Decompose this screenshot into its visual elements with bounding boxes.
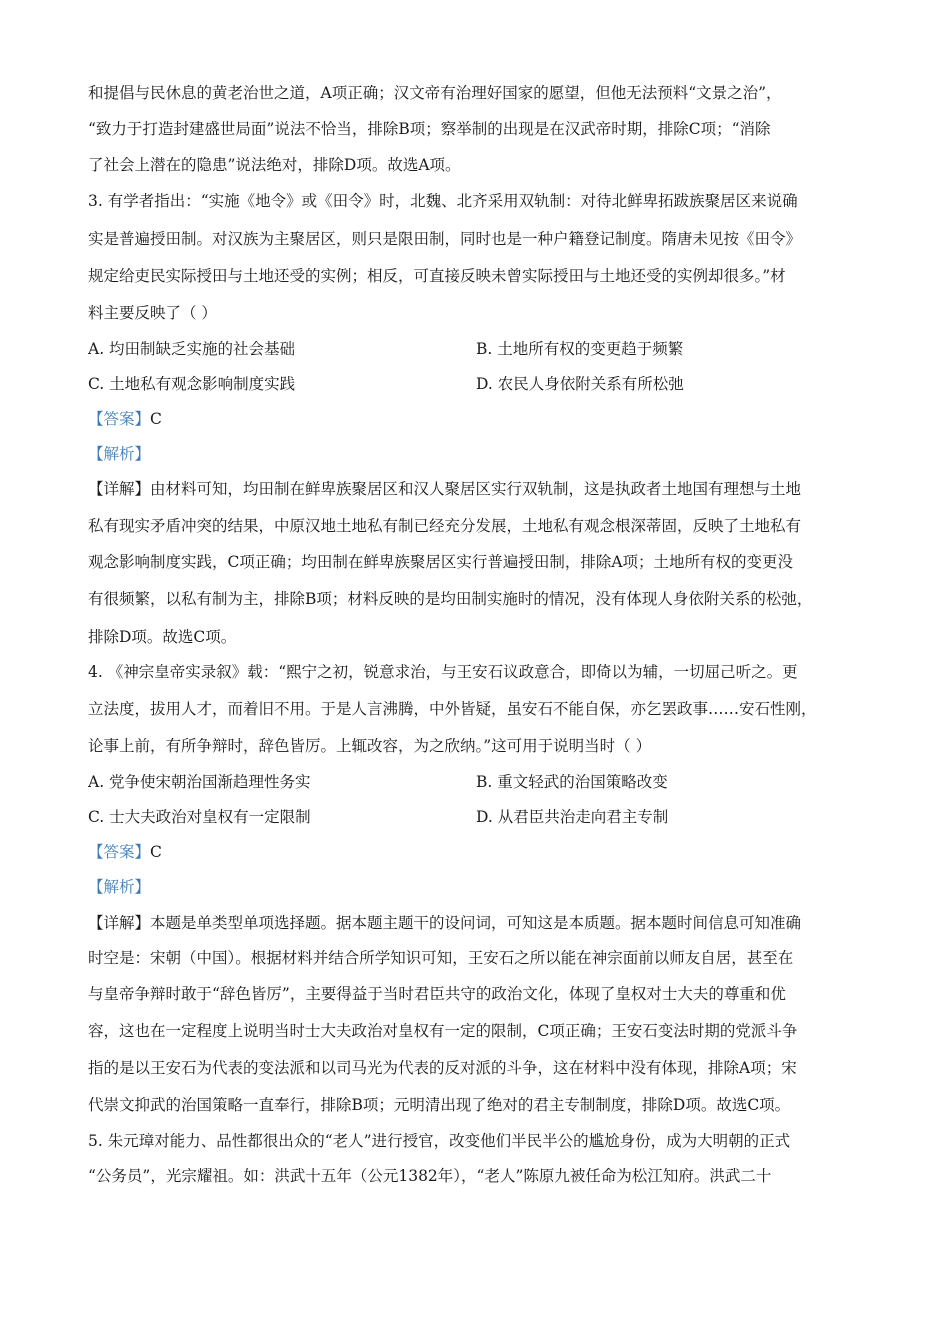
q4-detail-line: 时空是：宋朝（中国）。根据材料并结合所学知识可知，王安石之所以能在神宗面前以师友自居，甚至在	[88, 949, 794, 967]
q4-detail-line: 容，这也在一定程度上说明当时士大夫政治对皇权有一定的限制，C项正确；王安石变法时期的党派斗争	[88, 1022, 798, 1040]
q4-stem-line: 论事上前，有所争辩时，辞色皆厉。上辄改容，为之欣纳。”这可用于说明当时（ ）	[88, 737, 652, 755]
detail-tag: 【详解】	[88, 480, 151, 498]
q3-detail-line: 有很频繁，以私有制为主，排除B项；材料反映的是均田制实施时的情况，没有体现人身依附关系的松弛，	[88, 590, 813, 608]
intro-line: “致力于打造封建盛世局面”说法不恰当，排除B项；察举制的出现是在汉武帝时期，排除C项；“消除	[88, 120, 771, 138]
q3-option-a: A. 均田制缺乏实施的社会基础	[88, 340, 296, 358]
detail-tag: 【详解】	[88, 914, 151, 932]
answer-tag: 【答案】	[88, 843, 151, 861]
q3-detail-line: 私有现实矛盾冲突的结果，中原汉地土地私有制已经充分发展，土地私有观念根深蒂固，反映了土地私有	[88, 517, 802, 535]
q4-detail-line: 代崇文抑武的治国策略一直奉行，排除B项；元明清出现了绝对的君主专制制度，排除D项。故选C项。	[88, 1096, 791, 1114]
q4-option-d: D. 从君臣共治走向君主专制	[476, 808, 669, 826]
q4-answer-line	[88, 842, 888, 862]
q4-stem-line: 立法度，拔用人才，而着旧不用。于是人言沸腾，中外皆疑，虽安石不能自保，亦乞罢政事……安石性刚，	[88, 700, 817, 718]
detail-text: 本题是单类型单项选择题。据本题主题干的设问词，可知这是本质题。据本题时间信息可知准确	[150, 914, 802, 932]
q3-stem-line: 3. 有学者指出：“实施《地令》或《田令》时，北魏、北齐采用双轨制：对待北鲜卑拓跋族聚居区来说确	[88, 192, 798, 210]
q4-option-b: B. 重文轻武的治国策略改变	[476, 773, 668, 791]
q3-answer-line	[88, 409, 888, 429]
answer-value: C	[150, 410, 162, 428]
answer-value: C	[150, 843, 162, 861]
q4-analysis-tag	[88, 877, 888, 897]
answer-tag: 【答案】	[88, 410, 151, 428]
q3-option-d: D. 农民人身依附关系有所松弛	[476, 375, 684, 393]
q4-option-c: C. 士大夫政治对皇权有一定限制	[88, 808, 311, 826]
q3-stem-line: 实是普遍授田制。对汉族为主聚居区，则只是限田制，同时也是一种户籍登记制度。隋唐未见按《田令》	[88, 230, 802, 248]
detail-text: 由材料可知，均田制在鲜卑族聚居区和汉人聚居区实行双轨制，这是执政者土地国有理想与土地	[150, 480, 802, 498]
q4-detail-line: 指的是以王安石为代表的变法派和以司马光为代表的反对派的斗争，这在材料中没有体现，排除A项；宋	[88, 1059, 797, 1077]
intro-line: 了社会上潜在的隐患”说法绝对，排除D项。故选A项。	[88, 156, 461, 174]
q3-detail-line: 排除D项。故选C项。	[88, 628, 237, 646]
q5-stem-line: “公务员”，光宗耀祖。如：洪武十五年（公元1382年），“老人”陈原九被任命为松江知府。洪武二十	[88, 1167, 772, 1185]
analysis-tag: 【解析】	[88, 878, 151, 896]
q4-detail-line	[88, 913, 888, 933]
q3-option-c: C. 土地私有观念影响制度实践	[88, 375, 296, 393]
q3-analysis-tag	[88, 444, 888, 464]
q3-detail-line	[88, 479, 888, 499]
q3-stem-line: 料主要反映了（ ）	[88, 304, 217, 322]
q3-detail-line: 观念影响制度实践，C项正确；均田制在鲜卑族聚居区实行普遍授田制，排除A项；土地所有权的变更没	[88, 553, 794, 571]
q4-stem-line: 4. 《神宗皇帝实录叙》载：“熙宁之初，锐意求治，与王安石议政意合，即倚以为辅，一切屈己听之。更	[88, 663, 798, 681]
q5-stem-line: 5. 朱元璋对能力、品性都很出众的“老人”进行授官，改变他们半民半公的尴尬身份，成为大明朝的正式	[88, 1132, 791, 1150]
q3-option-b: B. 土地所有权的变更趋于频繁	[476, 340, 684, 358]
q3-stem-line: 规定给吏民实际授田与土地还受的实例；相反，可直接反映未曾实际授田与土地还受的实例却很多。”材	[88, 267, 786, 285]
analysis-tag: 【解析】	[88, 445, 151, 463]
q4-option-a: A. 党争使宋朝治国渐趋理性务实	[88, 773, 311, 791]
intro-line: 和提倡与民休息的黄老治世之道，A项正确；汉文帝有治理好国家的愿望，但他无法预料“文景之治”，	[88, 84, 782, 102]
q4-detail-line: 与皇帝争辩时敢于“辞色皆厉”，主要得益于当时君臣共守的政治文化，体现了皇权对士大夫的尊重和优	[88, 985, 786, 1003]
